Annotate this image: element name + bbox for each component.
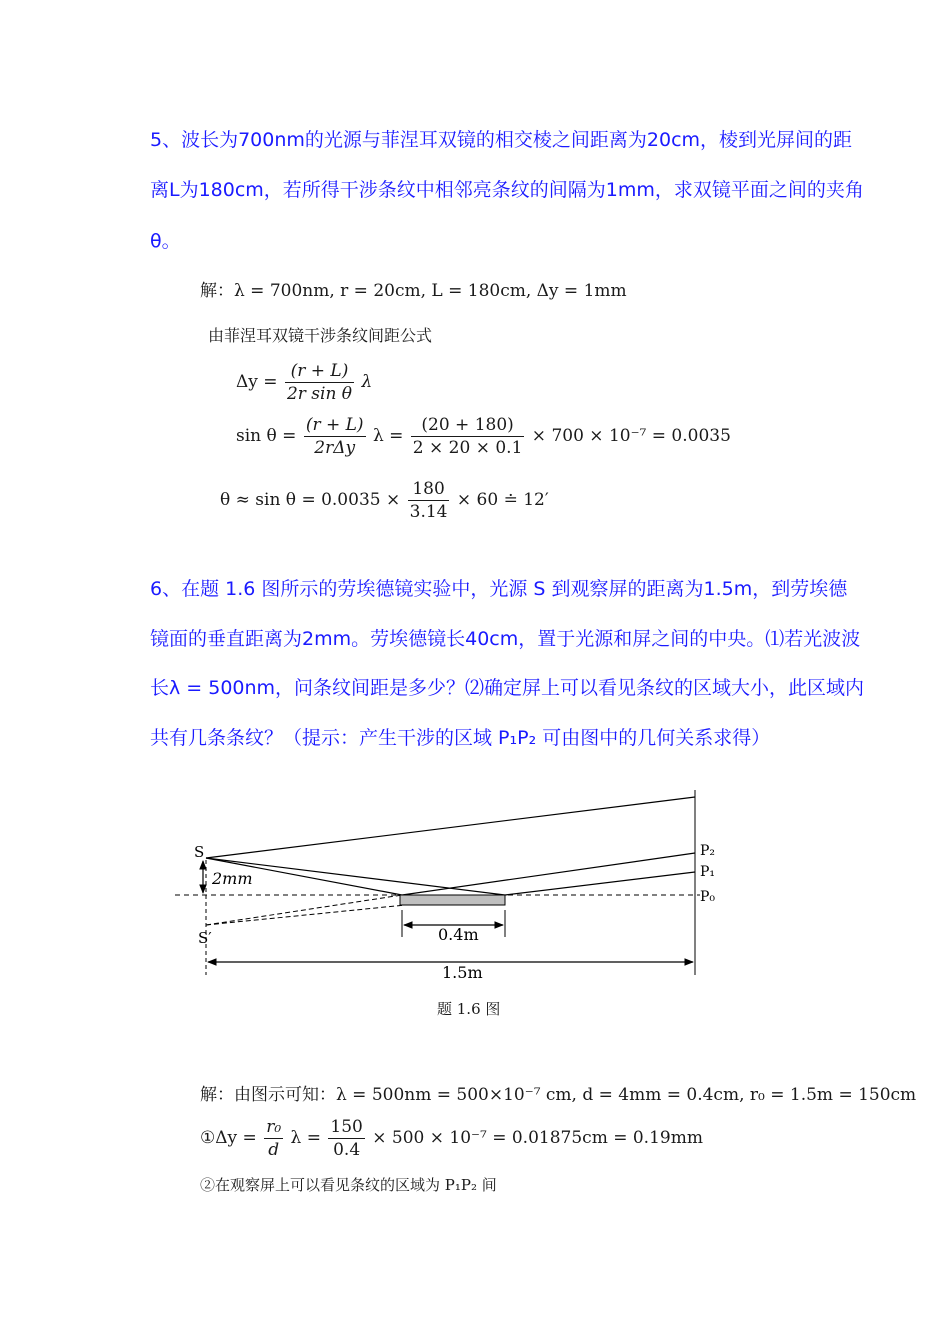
fraction: $\frac{(20 + 180)}{2 \times 20 \times 0.1}$: [412, 415, 523, 458]
solution-6-part-2: ②在观察屏上可以看见条纹的区域为 P₁P₂ 间: [200, 1176, 497, 1194]
virtual-ray-1: [206, 895, 402, 925]
fraction: $\frac{\text{r₀}}{d}$: [266, 1117, 282, 1160]
label-s: S: [194, 843, 205, 861]
label-p0: P₀: [700, 889, 716, 905]
problem-6-line-2: 镜面的垂直距离为2mm。劳埃德镜长40cm，置于光源和屏之间的中央。⑴若光波波: [150, 628, 861, 650]
problem-6-line-1: 6、在题 1.6 图所示的劳埃德镜实验中，光源 S 到观察屏的距离为1.5m，到劳埃德: [150, 578, 848, 600]
label-p2: P₂: [700, 843, 716, 859]
solution-6-equation: ①Δy = $\frac{\text{r₀}}{d}$ λ = $\frac{150}{0.4}$ × 500 × 10⁻⁷ = 0.01875cm = 0.19mm: [200, 1117, 703, 1160]
problem-5-line-2: 离L为180cm，若所得干涉条纹中相邻亮条纹的间隔为1mm，求双镜平面之间的夹角: [150, 179, 864, 201]
equation-2: sin θ = $\frac{(r + L)}{\text{2rΔy}}$ λ = $\frac{(20 + 180)}{2 \times 20 \times 0.1}$ × 700 × 10⁻⁷ = 0.0035: [236, 415, 731, 458]
lloyd-mirror-figure: [0, 785, 950, 985]
equation-3: θ ≈ sin θ = 0.0035 × $\frac{180}{3.14}$ × 60 ≐ 12′: [220, 479, 549, 522]
fraction: $\frac{150}{0.4}$: [330, 1117, 363, 1160]
equation-1: Δy = $\frac{(r + L)}{\text{2r sin θ}}$ λ: [236, 361, 373, 404]
fraction: $\frac{180}{3.14}$: [409, 479, 448, 522]
problem-5-line-1: 5、波长为700nm的光源与菲涅耳双镜的相交棱之间距离为20cm，棱到光屏间的距: [150, 129, 853, 151]
problem-6-line-3: 长λ = 500nm，问条纹间距是多少？⑵确定屏上可以看见条纹的区域大小，此区域内: [150, 677, 865, 699]
problem-6-line-4: 共有几条条纹？（提示：产生干涉的区域 P₁P₂ 可由图中的几何关系求得）: [150, 727, 771, 749]
problem-5-given: 解：λ = 700nm, r = 20cm, L = 180cm, Δy = 1mm: [200, 281, 627, 301]
label-0-4m: 0.4m: [438, 925, 479, 944]
fraction: $\frac{(r + L)}{\text{2r sin θ}}$: [286, 361, 353, 404]
label-p1: P₁: [700, 864, 716, 880]
reflected-ray-p2: [402, 853, 695, 895]
reflected-ray-p1: [505, 872, 695, 895]
problem-5-line-3: θ。: [150, 230, 181, 252]
label-2mm: 2mm: [212, 869, 253, 888]
ray-top: [206, 797, 695, 858]
label-s-prime: S′: [198, 929, 212, 947]
problem-5-note: 由菲涅耳双镜干涉条纹间距公式: [208, 326, 433, 345]
label-1-5m: 1.5m: [442, 963, 483, 982]
lloyd-mirror: [400, 895, 505, 905]
solution-6-given: 解：由图示可知：λ = 500nm = 500×10⁻⁷ cm, d = 4mm = 0.4cm, r₀ = 1.5m = 150cm: [200, 1085, 917, 1105]
figure-caption: 题 1.6 图: [437, 1000, 501, 1018]
fraction: $\frac{(r + L)}{\text{2rΔy}}$: [305, 415, 364, 458]
